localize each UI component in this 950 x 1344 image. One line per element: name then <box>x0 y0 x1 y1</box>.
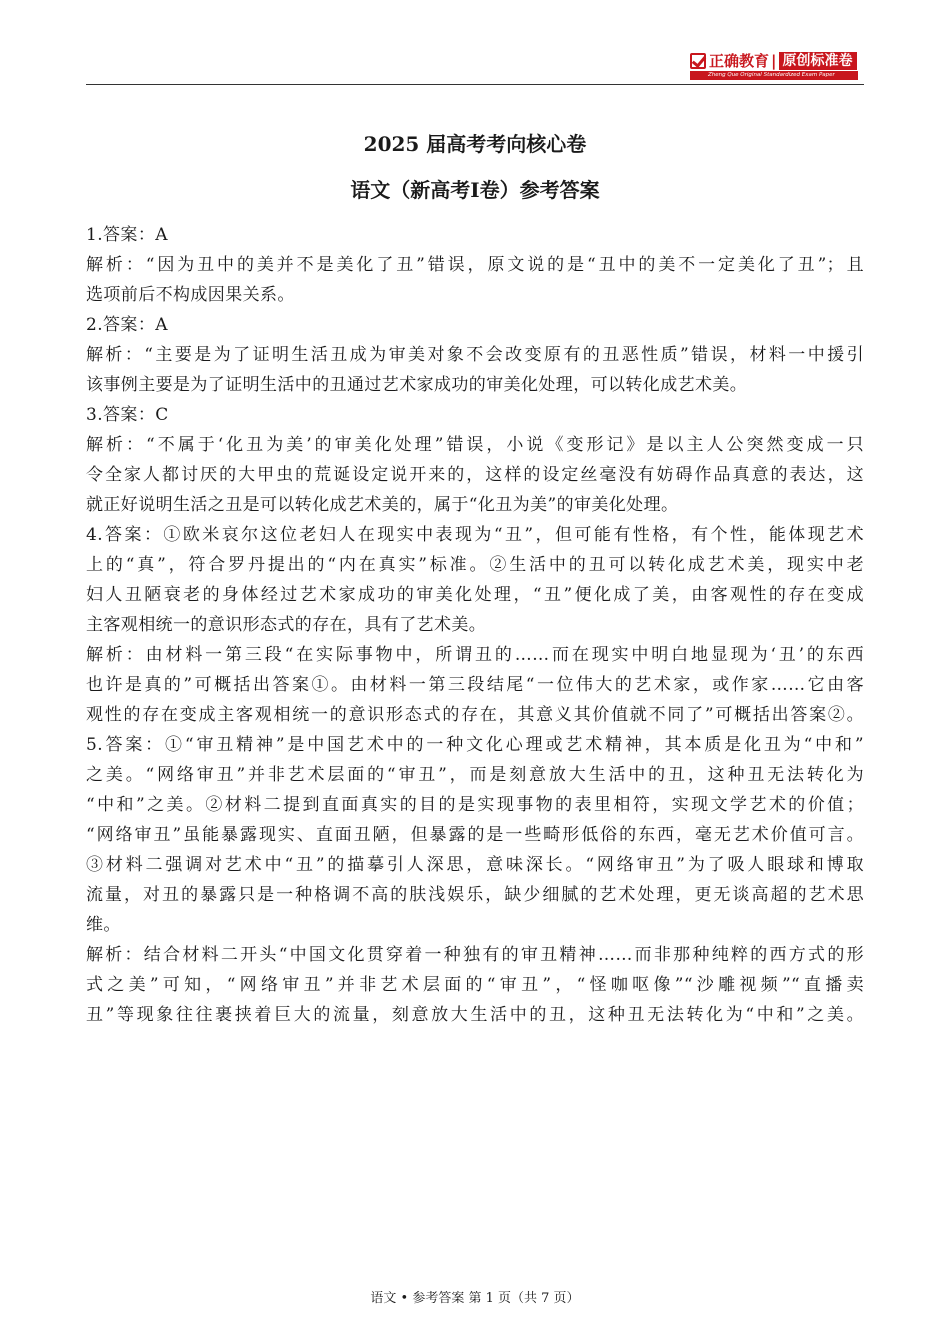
text-line: 也许是真的”可概括出答案①。由材料一第三段结尾“一位伟大的艺术家，或作家……它由客 <box>86 675 864 695</box>
text-line: 1.答案：A <box>86 225 168 245</box>
text-line: 丑”等现象往往裹挟着巨大的流量，刻意放大生活中的丑，这种丑无法转化为“中和”之美。 <box>86 1005 864 1025</box>
text-line: 式之美”可知，“网络审丑”并非艺术层面的“审丑”，“怪咖呕像”“沙雕视频”“直播卖 <box>86 975 864 995</box>
text-line: 观性的存在变成主客观相统一的意识形态式的存在，其意义其价值就不同了”可概括出答案②。 <box>86 705 864 725</box>
text-line: 就正好说明生活之丑是可以转化成艺术美的，属于“化丑为美”的审美化处理。 <box>86 495 679 515</box>
text-line: 解析：“因为丑中的美并不是美化了丑”错误，原文说的是“丑中的美不一定美化了丑”；且 <box>86 255 864 275</box>
logo-subtitle: Zheng Que Original Standardized Exam Paper <box>690 71 858 80</box>
text-line: 解析：由材料一第三段“在实际事物中，所谓丑的……而在现实中明白地显现为‘丑’的东西 <box>86 645 864 665</box>
text-line: 流量，对丑的暴露只是一种格调不高的肤浅娱乐，缺少细腻的艺术处理，更无谈高超的艺术思 <box>86 885 864 905</box>
logo-row <box>690 52 858 70</box>
text-line: 维。 <box>86 915 121 935</box>
text-line: 上的“真”，符合罗丹提出的“内在真实”标准。②生活中的丑可以转化成艺术美，现实中老 <box>86 555 864 575</box>
page-footer: 语文 • 参考答案 第 1 页（共 7 页） <box>370 1291 580 1306</box>
text-line: 选项前后不构成因果关系。 <box>86 285 295 305</box>
brand-logo <box>690 52 858 82</box>
logo-separator: | <box>771 52 777 70</box>
text-line: 该事例主要是为了证明生活中的丑通过艺术家成功的审美化处理，可以转化成艺术美。 <box>86 375 748 395</box>
checkmark-icon <box>690 53 706 69</box>
text-line: 解析：“主要是为了证明生活丑成为审美对象不会改变原有的丑恶性质”错误，材料一中援引 <box>86 345 864 365</box>
text-line: 主客观相统一的意识形态式的存在，具有了艺术美。 <box>86 615 487 635</box>
text-line: 解析：“不属于‘化丑为美’的审美化处理”错误，小说《变形记》是以主人公突然变成一只 <box>86 435 864 455</box>
answer-content <box>86 220 864 1030</box>
text-line: 妇人丑陋衰老的身体经过艺术家成功的审美化处理，“丑”便化成了美，由客观性的存在变成 <box>86 585 864 605</box>
header-divider <box>86 84 864 85</box>
text-line: ③材料二强调对艺术中“丑”的描摹引人深思，意味深长。“网络审丑”为了吸人眼球和博取 <box>86 855 864 875</box>
text-line: “网络审丑”虽能暴露现实、直面丑陋，但暴露的是一些畸形低俗的东西，毫无艺术价值可言。 <box>86 825 864 845</box>
text-line: 2.答案：A <box>86 315 168 335</box>
page-subtitle: 语文（新高考Ⅰ卷）参考答案 <box>350 178 600 202</box>
text-line: 3.答案：C <box>86 405 169 425</box>
text-line: 4.答案：①欧米哀尔这位老妇人在现实中表现为“丑”，但可能有性格，有个性，能体现艺术 <box>86 525 864 545</box>
page-title: 2025 届高考考向核心卷 <box>363 132 587 156</box>
logo-tag: 原创标准卷 <box>779 52 857 70</box>
text-line: 解析：结合材料二开头“中国文化贯穿着一种独有的审丑精神……而非那种纯粹的西方式的形 <box>86 945 864 965</box>
text-line: 之美。“网络审丑”并非艺术层面的“审丑”，而是刻意放大生活中的丑，这种丑无法转化为 <box>86 765 864 785</box>
text-line: “中和”之美。②材料二提到直面真实的目的是实现事物的表里相符，实现文学艺术的价值； <box>86 795 864 815</box>
text-line: 令全家人都讨厌的大甲虫的荒诞设定说开来的，这样的设定丝毫没有妨碍作品真意的表达，这 <box>86 465 864 485</box>
logo-brand: 正确教育 <box>709 52 770 70</box>
text-line: 5.答案：①“审丑精神”是中国艺术中的一种文化心理或艺术精神，其本质是化丑为“中和” <box>86 735 864 755</box>
